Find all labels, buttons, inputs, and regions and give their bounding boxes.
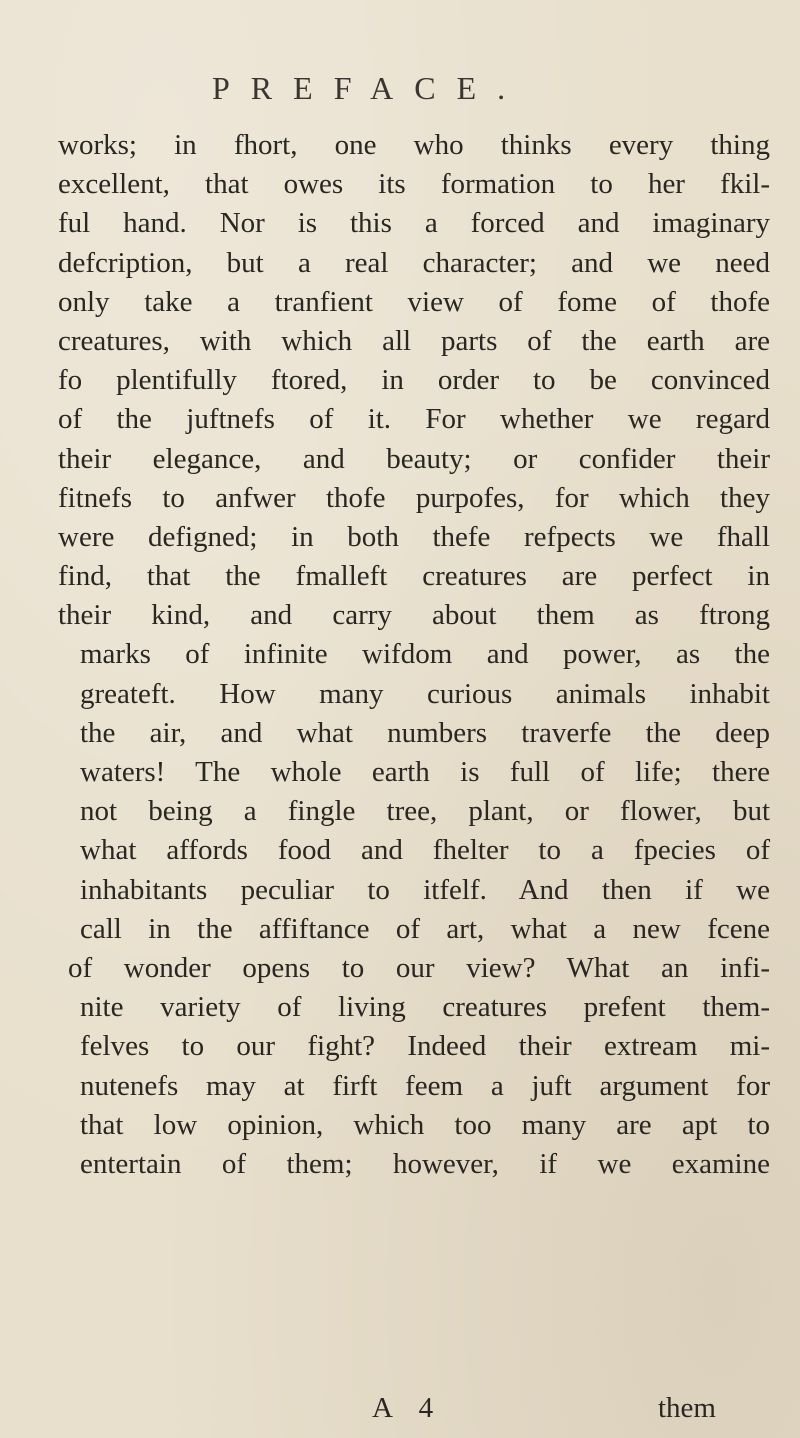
text-line: were defigned; in both thefe refpects we fhall bbox=[58, 520, 770, 553]
text-line: find, that the fmalleft creatures are perfect in bbox=[58, 560, 770, 593]
text-line: what affords food and fhelter to a fpecies of bbox=[80, 834, 770, 867]
body-text bbox=[58, 126, 770, 1184]
text-line: not being a fingle tree, plant, or flower, but bbox=[80, 795, 770, 828]
text-line: greateft. How many curious animals inhabit bbox=[80, 677, 770, 710]
text-line: entertain of them; however, if we examine bbox=[80, 1147, 770, 1180]
text-line: excellent, that owes its formation to her fkil- bbox=[58, 168, 770, 201]
text-line: felves to our fight? Indeed their extream mi- bbox=[80, 1030, 770, 1063]
text-line: of wonder opens to our view? What an infi- bbox=[68, 951, 770, 984]
text-line: call in the affiftance of art, what a new fcene bbox=[80, 912, 770, 945]
running-head: PREFACE. bbox=[212, 70, 527, 106]
text-line: defcription, but a real character; and we need bbox=[58, 246, 770, 279]
page-footer bbox=[0, 1392, 800, 1432]
text-line: that low opinion, which too many are apt to bbox=[80, 1108, 770, 1141]
text-line: inhabitants peculiar to itfelf. And then if we bbox=[80, 873, 770, 906]
signature-mark: A 4 bbox=[372, 1392, 444, 1424]
text-line: fo plentifully ftored, in order to be convinced bbox=[58, 364, 770, 397]
text-line: nite variety of living creatures prefent them- bbox=[80, 991, 770, 1024]
text-line: marks of infinite wifdom and power, as the bbox=[80, 638, 770, 671]
text-line: works; in fhort, one who thinks every thing bbox=[58, 129, 770, 161]
text-line: ful hand. Nor is this a forced and imaginary bbox=[58, 207, 770, 240]
text-line: nutenefs may at firft feem a juft argument for bbox=[80, 1069, 770, 1102]
text-line: of the juftnefs of it. For whether we regard bbox=[58, 403, 770, 436]
text-line: the air, and what numbers traverfe the deep bbox=[80, 716, 770, 749]
text-line: their kind, and carry about them as ftrong bbox=[58, 599, 770, 632]
text-line: their elegance, and beauty; or confider their bbox=[58, 442, 770, 475]
text-line: waters! The whole earth is full of life; there bbox=[80, 756, 770, 788]
catchword: them bbox=[658, 1392, 716, 1424]
text-line: only take a tranfient view of fome of thofe bbox=[58, 285, 770, 318]
text-line: fitnefs to anfwer thofe purpofes, for which they bbox=[58, 481, 770, 514]
text-line: creatures, with which all parts of the earth are bbox=[58, 324, 770, 357]
